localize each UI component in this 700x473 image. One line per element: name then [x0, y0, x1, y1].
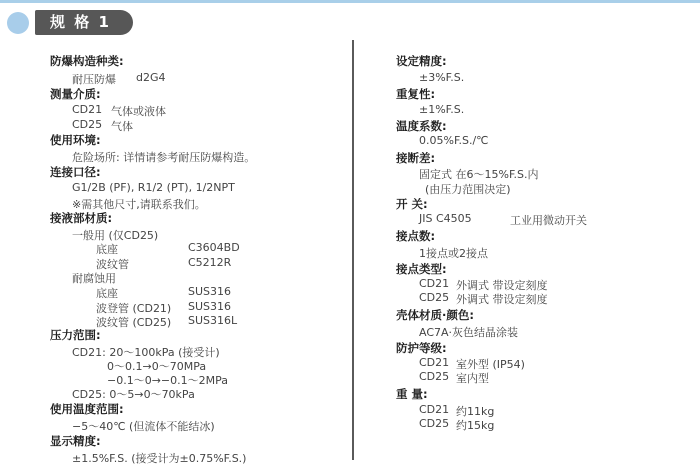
- spec-value: 1接点或2接点: [419, 247, 488, 260]
- spec-label-protection: 防护等级:: [396, 341, 447, 355]
- spec-value: 耐压防爆: [72, 73, 116, 86]
- spec-label-accuracy: 显示精度:: [50, 434, 101, 448]
- spec-value: 室内型: [456, 372, 489, 385]
- spec-value: 外调式 带设定刻度: [456, 279, 548, 292]
- spec-model: CD25: [72, 118, 103, 131]
- spec-value: d2G4: [136, 71, 166, 84]
- spec-value: SUS316: [188, 285, 232, 298]
- spec-model: CD21: [72, 103, 103, 116]
- spec-value: 固定式 在6～15%F.S.内: [419, 168, 539, 181]
- spec-item: 底座: [96, 243, 118, 256]
- spec-label-contact-type: 接点类型:: [396, 262, 447, 276]
- spec-item: 波纹管: [96, 258, 129, 271]
- spec-subheading: 一般用 (仅CD25): [72, 229, 159, 242]
- spec-label-switch: 开 关:: [396, 197, 428, 211]
- spec-value: 危险场所: 详情请参考耐压防爆构造。: [72, 151, 256, 164]
- spec-value: 室外型 (IP54): [456, 358, 525, 371]
- spec-label-housing: 壳体材质·颜色:: [396, 308, 474, 322]
- spec-model: CD21: [419, 356, 450, 369]
- spec-value: 约15kg: [456, 419, 495, 432]
- spec-label-differential: 接断差:: [396, 151, 436, 165]
- spec-note: (由压力范围决定): [425, 183, 511, 196]
- header-circle-icon: [7, 12, 29, 34]
- top-accent-line: [0, 0, 700, 3]
- spec-value: ±3%F.S.: [419, 71, 465, 84]
- spec-model: CD25: [419, 291, 450, 304]
- spec-label-pressure: 压力范围:: [50, 328, 101, 342]
- spec-label-explosion: 防爆构造种类:: [50, 54, 124, 68]
- spec-label-environment: 使用环境:: [50, 133, 101, 147]
- spec-label-setting: 设定精度:: [396, 54, 447, 68]
- spec-value: SUS316L: [188, 314, 238, 327]
- spec-value: 气体: [111, 120, 133, 133]
- spec-label-contacts: 接点数:: [396, 229, 436, 243]
- spec-value: 约11kg: [456, 405, 495, 418]
- spec-label-material: 接液部材质:: [50, 211, 113, 225]
- spec-value: C3604BD: [188, 241, 240, 254]
- spec-model: CD25: [419, 370, 450, 383]
- spec-value: −5～40℃ (但流体不能结冰): [72, 420, 215, 433]
- spec-value: G1/2B (PF), R1/2 (PT), 1/2NPT: [72, 181, 235, 194]
- spec-model: CD21: [419, 403, 450, 416]
- spec-value: CD25: 0～5→0～70kPa: [72, 388, 195, 401]
- spec-item: 波登管 (CD21): [96, 302, 172, 315]
- column-divider: [352, 40, 354, 460]
- spec-label-repeatability: 重复性:: [396, 87, 436, 101]
- spec-value: 0～0.1→0～70MPa: [107, 360, 207, 373]
- spec-item: 波纹管 (CD25): [96, 316, 172, 329]
- spec-value: ±1.5%F.S. (接受计为±0.75%F.S.): [72, 452, 247, 465]
- spec-label-temperature: 使用温度范围:: [50, 402, 124, 416]
- spec-value: SUS316: [188, 300, 232, 313]
- spec-value: AC7A·灰色结晶涂装: [419, 326, 519, 339]
- spec-label-weight: 重 量:: [396, 387, 428, 401]
- spec-label-port: 连接口径:: [50, 165, 101, 179]
- spec-note: ※需其他尺寸,请联系我们。: [72, 198, 206, 211]
- spec-value: 工业用微动开关: [510, 214, 587, 227]
- spec-value: CD21: 20～100kPa (接受计): [72, 346, 220, 359]
- page-title: 规 格 1: [50, 13, 111, 31]
- spec-model: CD21: [419, 277, 450, 290]
- spec-value: 0.05%F.S./℃: [419, 134, 489, 147]
- spec-item: 底座: [96, 287, 118, 300]
- spec-label-temp-coef: 温度系数:: [396, 119, 447, 133]
- spec-label-medium: 测量介质:: [50, 87, 101, 101]
- spec-value: 气体或液体: [111, 105, 166, 118]
- spec-value: C5212R: [188, 256, 232, 269]
- spec-subheading: 耐腐蚀用: [72, 272, 116, 285]
- spec-value: −0.1～0→−0.1～2MPa: [107, 374, 229, 387]
- spec-value: ±1%F.S.: [419, 103, 465, 116]
- spec-value: 外调式 带设定刻度: [456, 293, 548, 306]
- spec-model: CD25: [419, 417, 450, 430]
- spec-value: JIS C4505: [419, 212, 472, 225]
